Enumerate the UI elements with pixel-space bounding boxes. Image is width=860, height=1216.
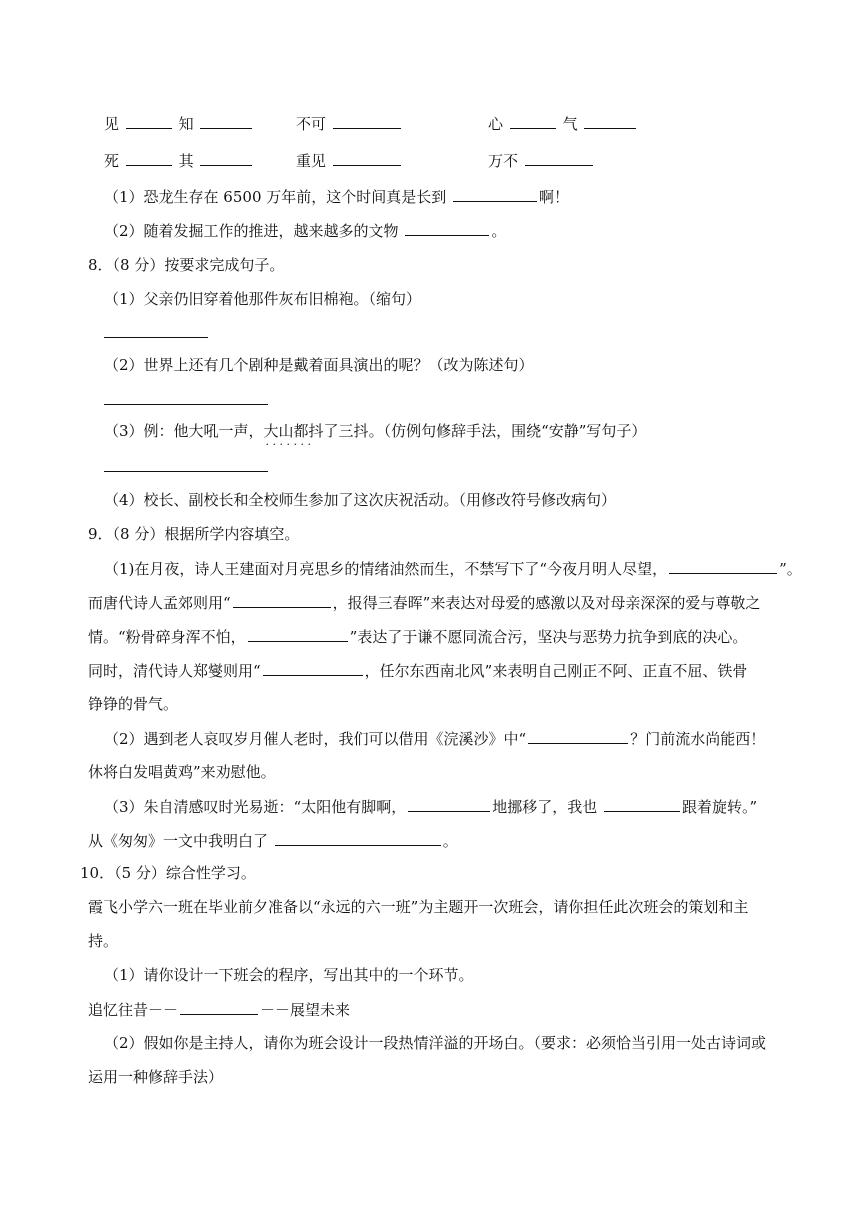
q8-item-1: （1）父亲仍旧穿着他那件灰布旧棉袍。（缩句） bbox=[104, 290, 422, 308]
q9-line-8 bbox=[104, 796, 757, 817]
sentence-text: 跟着旋转。” bbox=[682, 798, 758, 816]
q7-sentence-2 bbox=[104, 220, 506, 241]
q10-item-1: （1）请你设计一下班会的程序，写出其中的一个环节。 bbox=[104, 966, 474, 984]
idiom-char: 不可 bbox=[296, 115, 327, 133]
answer-blank[interactable] bbox=[233, 592, 331, 608]
sentence-text: 。（仿例句修辞手法，围绕“安静”写句子） bbox=[368, 422, 647, 440]
sentence-text: 追忆往昔－－ bbox=[88, 1001, 179, 1019]
sentence-text: （3）例：他大吼一声， bbox=[104, 422, 264, 440]
sentence-text: 情。“粉骨碎身浑不怕， bbox=[88, 628, 246, 646]
q9-line-4 bbox=[88, 660, 747, 681]
q9-line-6 bbox=[104, 728, 765, 749]
idiom-char: 知 bbox=[178, 115, 194, 133]
sentence-text: 从《匆匆》一文中我明白了 bbox=[88, 832, 269, 850]
answer-blank[interactable] bbox=[528, 728, 628, 744]
q9-line-5: 铮铮的骨气。 bbox=[88, 695, 179, 713]
q8-item-3 bbox=[104, 421, 646, 441]
idiom-blank[interactable] bbox=[126, 150, 172, 166]
q10-item-2: （2）假如你是主持人，请你为班会设计一段热情洋溢的开场白。（要求：必须恰当引用一处古诗词或 bbox=[104, 1034, 767, 1052]
answer-blank[interactable] bbox=[275, 830, 441, 846]
idiom-fill-row-1 bbox=[104, 113, 254, 134]
q9-line-1 bbox=[104, 558, 802, 579]
sentence-text: 啊！ bbox=[539, 188, 570, 206]
sentence-text: ，报得三春晖”来表达对母爱的感激以及对母亲深深的爱与尊敬之 bbox=[332, 594, 761, 612]
answer-blank[interactable] bbox=[604, 796, 680, 812]
sentence-text: （3）朱自清感叹时光易逝：“太阳他有脚啊， bbox=[104, 798, 407, 816]
answer-blank[interactable] bbox=[248, 626, 348, 642]
emphasis-dotted-text: 大山都抖了三抖 · · · bbox=[264, 422, 369, 440]
idiom-fill-b1 bbox=[296, 113, 403, 134]
idiom-blank[interactable] bbox=[333, 113, 401, 129]
answer-blank[interactable] bbox=[405, 220, 489, 236]
q10-item-2-cont: 运用一种修辞手法） bbox=[88, 1068, 224, 1086]
idiom-blank[interactable] bbox=[525, 150, 593, 166]
question-9-title: 9．（8 分）根据所学内容填空。 bbox=[88, 525, 300, 543]
q9-line-7: 休将白发唱黄鸡”来劝慰他。 bbox=[88, 763, 276, 781]
idiom-blank[interactable] bbox=[126, 113, 172, 129]
q7-sentence-1 bbox=[104, 186, 569, 207]
sentence-text: 同时，清代诗人郑燮则用“ bbox=[88, 662, 261, 680]
sentence-text: （1)在月夜，诗人王建面对月亮思乡的情绪油然而生，不禁写下了“今夜月明人尽望， bbox=[104, 560, 668, 578]
idiom-char: 见 bbox=[104, 115, 120, 133]
answer-blank[interactable] bbox=[263, 660, 363, 676]
sentence-text: （1）恐龙生存在 6500 万年前，这个时间真是长到 bbox=[104, 188, 447, 206]
answer-blank[interactable] bbox=[180, 999, 258, 1015]
idiom-char: 心 bbox=[488, 115, 504, 133]
answer-blank[interactable] bbox=[669, 558, 777, 574]
answer-line[interactable] bbox=[104, 471, 268, 472]
answer-line[interactable] bbox=[104, 404, 268, 405]
answer-blank[interactable] bbox=[453, 186, 537, 202]
sentence-text: ？门前流水尚能西！ bbox=[630, 730, 766, 748]
sentence-text: （2）遇到老人哀叹岁月催人老时，我们可以借用《浣溪沙》中“ bbox=[104, 730, 527, 748]
question-10-title: 10．（5 分）综合性学习。 bbox=[80, 864, 256, 882]
idiom-fill-b2 bbox=[296, 150, 403, 171]
idiom-char: 万不 bbox=[488, 152, 519, 170]
answer-blank[interactable] bbox=[408, 796, 490, 812]
sentence-text: 而唐代诗人孟郊则用“ bbox=[88, 594, 231, 612]
question-8-title: 8．（8 分）按要求完成句子。 bbox=[88, 256, 285, 274]
q10-intro-2: 持。 bbox=[88, 932, 119, 950]
sentence-text: 。 bbox=[442, 832, 458, 850]
idiom-char: 气 bbox=[562, 115, 578, 133]
idiom-fill-c1 bbox=[488, 113, 638, 134]
q8-item-4: （4）校长、副校长和全校师生参加了这次庆祝活动。（用修改符号修改病句） bbox=[104, 491, 617, 509]
idiom-blank[interactable] bbox=[584, 113, 636, 129]
idiom-fill-row-2 bbox=[104, 150, 254, 171]
sentence-text: 。 bbox=[491, 222, 507, 240]
sentence-text: 地挪移了，我也 bbox=[492, 798, 598, 816]
q8-item-2: （2）世界上还有几个剧种是戴着面具演出的呢？（改为陈述句） bbox=[104, 356, 534, 374]
q9-line-9 bbox=[88, 830, 458, 851]
idiom-blank[interactable] bbox=[200, 113, 252, 129]
sentence-text: －－展望未来 bbox=[260, 1001, 351, 1019]
sentence-text: ，任尔东西南北风”来表明自己刚正不阿、正直不屈、铁骨 bbox=[364, 662, 748, 680]
q10-intro-1: 霞飞小学六一班在毕业前夕准备以“永远的六一班”为主题开一次班会，请你担任此次班会的策划和主 bbox=[88, 898, 749, 916]
answer-line[interactable] bbox=[104, 337, 208, 338]
idiom-blank[interactable] bbox=[200, 150, 252, 166]
idiom-blank[interactable] bbox=[510, 113, 556, 129]
q9-line-2 bbox=[88, 592, 760, 613]
idiom-char: 其 bbox=[178, 152, 194, 170]
q10-flow bbox=[88, 999, 350, 1020]
sentence-text: ”表达了于谦不愿同流合污，坚决与恶势力抗争到底的决心。 bbox=[349, 628, 748, 646]
idiom-char: 重见 bbox=[296, 152, 327, 170]
idiom-char: 死 bbox=[104, 152, 120, 170]
q9-line-3 bbox=[88, 626, 747, 647]
idiom-blank[interactable] bbox=[333, 150, 401, 166]
sentence-text: （2）随着发掘工作的推进，越来越多的文物 bbox=[104, 222, 399, 240]
sentence-text: ”。 bbox=[779, 560, 802, 578]
idiom-fill-c2 bbox=[488, 150, 595, 171]
